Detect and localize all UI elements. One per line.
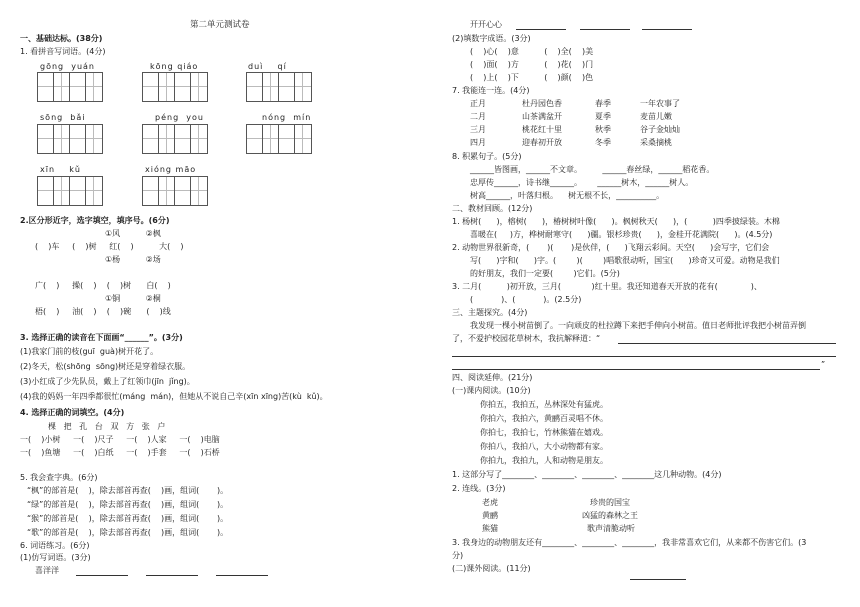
review-line[interactable]: 写( )字和( )字。( )( )唱歌很动听，国宝( )珍奇又可爱。动物是我们	[470, 256, 780, 265]
match-cell[interactable]: 二月	[470, 112, 486, 121]
q3-line[interactable]: (1)我家门前的枝(guī guà)树开花了。	[20, 347, 159, 356]
match-cell[interactable]: 杜丹园色香	[522, 99, 562, 108]
section-4-heading: 四、阅读延伸。(21分)	[452, 373, 533, 382]
q3-prompt: 3. 选择正确的读音在下面画“______”。(3分)	[20, 333, 183, 342]
q6-prompt: 6. 词语练习。(6分)	[20, 541, 90, 550]
idiom-row[interactable]: ( )心( )意 ( )全( )美	[470, 47, 594, 56]
answer-line[interactable]	[452, 347, 836, 357]
title-blank[interactable]	[630, 570, 686, 580]
q1-prompt: 1. 看拼音写词语。(4分)	[20, 47, 106, 56]
writing-grid[interactable]	[142, 72, 208, 102]
match-right[interactable]: 凶猛的森林之王	[582, 511, 638, 520]
q5-prompt: 5. 我会查字典。(6分)	[20, 473, 98, 482]
answer-blank[interactable]	[580, 20, 630, 30]
poem-line: 你拍五，我拍五，丛林深处有猛虎。	[480, 400, 608, 409]
explore-text: 了，不爱护校园花草树木，我抗解释道：“	[452, 334, 601, 343]
answer-blank[interactable]	[216, 566, 268, 576]
match-left[interactable]: 熊猫	[482, 524, 498, 533]
q5-line[interactable]: “歌”的部首是( )，除去部首再查( )画，组词( )。	[27, 528, 229, 537]
writing-grid[interactable]	[246, 72, 312, 102]
review-line[interactable]: 喜暖在( )方，桦树耐寒守( )疆。银杉珍贵( )，金桂开花满院( )。(4.5分)	[470, 230, 773, 239]
pinyin-3: duì qí	[248, 62, 287, 71]
q5-line[interactable]: “绿”的部首是( )，除去部首再查( )画，组词( )。	[27, 500, 229, 509]
review-line[interactable]: 3. 二月( )初开放，三月( )红十里。我还知道春天开放的花有( )、	[452, 282, 762, 291]
review-line[interactable]: 1. 杨树( )，榕树( )，椿树树叶像( )。枫树秋天( )，( )四季披绿装。木棉	[452, 217, 780, 226]
q8-prompt: 8. 积累句子。(5分)	[452, 152, 522, 161]
writing-grid[interactable]	[37, 124, 103, 154]
answer-blank[interactable]	[642, 20, 692, 30]
answer-blank[interactable]	[76, 566, 128, 576]
q3-line[interactable]: (2)冬天，松(shōng sōng)树还是穿着绿衣服。	[20, 362, 191, 371]
pinyin-4: sōng bǎi	[40, 113, 86, 122]
match-left[interactable]: 老虎	[482, 498, 498, 507]
match-cell[interactable]: 三月	[470, 125, 486, 134]
match-cell[interactable]: 夏季	[595, 112, 611, 121]
q2-line[interactable]: ( )车 ( )树 红( ) 大( )	[35, 242, 184, 251]
q6-sub-prompt: (1)仿写词语。(3分)	[20, 553, 91, 562]
answer-blank[interactable]	[516, 20, 566, 30]
q2-line: ①铜 ②桐	[105, 294, 161, 303]
section-3-heading: 三、主题探究。(4分)	[452, 308, 528, 317]
q8-line[interactable]: 忠厚传______，诗书继______。 ______树木，______树人。	[470, 178, 694, 187]
match-cell[interactable]: 四月	[470, 138, 486, 147]
writing-grid[interactable]	[142, 176, 208, 206]
idiom-row[interactable]: ( )上( )下 ( )颜( )色	[470, 73, 594, 82]
pinyin-2: kōng qiáo	[150, 62, 199, 71]
answer-blank[interactable]	[146, 566, 198, 576]
match-cell[interactable]: 麦苗儿嫩	[640, 112, 672, 121]
match-right[interactable]: 珍贵的国宝	[590, 498, 630, 507]
reading-sub-heading: (一)课内阅读。(10分)	[452, 386, 531, 395]
answer-line[interactable]	[452, 360, 820, 370]
q5-line[interactable]: “枫”的部首是( )，除去部首再查( )画，组词( )。	[27, 486, 229, 495]
q3-line[interactable]: (3)小红成了少先队员，戴上了红领巾(jīn jǐng)。	[20, 377, 195, 386]
match-cell[interactable]: 桃花红十里	[522, 125, 562, 134]
poem-line: 你拍八，我拍八，大小动物都有家。	[480, 442, 608, 451]
match-cell[interactable]: 采桑摘桃	[640, 138, 672, 147]
section-1-heading: 一、基础达标。(38分)	[20, 34, 103, 43]
reading-q1[interactable]: 1. 这部分写了________、________、________、________这几种动物。(4分)	[452, 470, 722, 479]
q4-word-bank: 棵 把 孔 台 双 方 张 户	[48, 422, 166, 431]
review-line[interactable]: 2. 动物世界很新奇，( )( )是伙伴，( )飞翔云彩间。天空( )会写字，它们会	[452, 243, 770, 252]
match-cell[interactable]: 山茶满盆开	[522, 112, 562, 121]
match-left[interactable]: 黄鹂	[482, 511, 498, 520]
q7-prompt: 7. 我能连一连。(4分)	[452, 86, 530, 95]
reading-sub-heading: (二)课外阅读。(11分)	[452, 564, 531, 573]
q2-prompt: 2.区分形近字，选字填空，填序号。(6分)	[20, 216, 170, 225]
poem-line: 你拍七，我拍七，竹林熊猫在嬉戏。	[480, 428, 608, 437]
review-line[interactable]: 的好朋友，我们一定要( )它们。(5分)	[470, 269, 620, 278]
match-cell[interactable]: 正月	[470, 99, 486, 108]
q4-row[interactable]: 一( )鱼塘 一( )白纸 一( )手套 一( )石桥	[20, 448, 220, 457]
writing-grid[interactable]	[142, 124, 208, 154]
pinyin-1: gōng yuán	[40, 62, 95, 71]
match-right[interactable]: 歌声清脆动听	[587, 524, 635, 533]
poem-line: 你拍六，我拍六，黄鹂百灵唱不休。	[480, 414, 608, 423]
answer-line[interactable]	[618, 334, 836, 344]
close-quote: ”	[821, 360, 826, 369]
reading-q3[interactable]: 3. 我身边的动物朋友还有________、________、________，我非常喜欢它们，从来都不伤害它们。(3	[452, 538, 807, 547]
q8-line[interactable]: ______皆图画，______不文章。 ______春丝绿，______稻花香。	[470, 165, 715, 174]
match-cell[interactable]: 春季	[595, 99, 611, 108]
pinyin-7: xīn kǔ	[40, 165, 81, 174]
q6-example: 喜洋洋	[35, 566, 59, 575]
writing-grid[interactable]	[246, 124, 312, 154]
writing-grid[interactable]	[37, 72, 103, 102]
pinyin-8: xióng māo	[145, 165, 197, 174]
q2-line: ①风 ②枫	[105, 229, 161, 238]
poem-line: 你拍九，我拍九，人和动物是朋友。	[480, 456, 608, 465]
pinyin-5: péng you	[155, 113, 204, 122]
right-page	[430, 0, 860, 607]
review-line[interactable]: ( )、( )。(2.5分)	[470, 295, 582, 304]
r2-prompt: (2)填数字成语。(3分)	[452, 34, 531, 43]
pinyin-6: nóng mín	[262, 113, 312, 122]
match-cell[interactable]: 冬季	[595, 138, 611, 147]
fill-example: 开开心心	[470, 20, 502, 29]
page-title: 第二单元测试卷	[190, 20, 250, 30]
writing-grid[interactable]	[37, 176, 103, 206]
q3-line[interactable]: (4)我的妈妈一年四季都很忙(máng mán)，但她从不说自己辛(xīn xīng)苦(kù kǔ)。	[20, 392, 328, 401]
reading-q2: 2. 连线。(3分)	[452, 484, 506, 493]
match-cell[interactable]: 秋季	[595, 125, 611, 134]
match-cell[interactable]: 一年农事了	[640, 99, 680, 108]
q5-line[interactable]: “猴”的部首是( )，除去部首再查( )画，组词( )。	[27, 514, 229, 523]
explore-text: 我发现一棵小树苗倒了。一向顽皮的杜拉蹲下来把手伸向小树苗。值日老师批评我把小树苗弄倒	[470, 321, 806, 330]
q8-line[interactable]: 树高______，叶落归根。 树无根不长，__________。	[470, 191, 665, 200]
q2-line[interactable]: 广( ) 操( ) ( )树 白( )	[35, 281, 171, 290]
idiom-row[interactable]: ( )面( )方 ( )花( )门	[470, 60, 594, 69]
q2-line: ①杨 ②场	[105, 255, 161, 264]
section-2-heading: 二、教材回顾。(12分)	[452, 204, 533, 213]
match-cell[interactable]: 谷子金灿灿	[640, 125, 680, 134]
q4-row[interactable]: 一( )小树 一( )尺子 一( )人家 一( )电脑	[20, 435, 220, 444]
match-cell[interactable]: 迎春初开放	[522, 138, 562, 147]
q2-line[interactable]: 梧( ) 油( ) ( )碗 ( )线	[35, 307, 171, 316]
reading-q3-cont: 分)	[452, 551, 464, 560]
q4-prompt: 4. 选择正确的词填空。(4分)	[20, 408, 125, 417]
